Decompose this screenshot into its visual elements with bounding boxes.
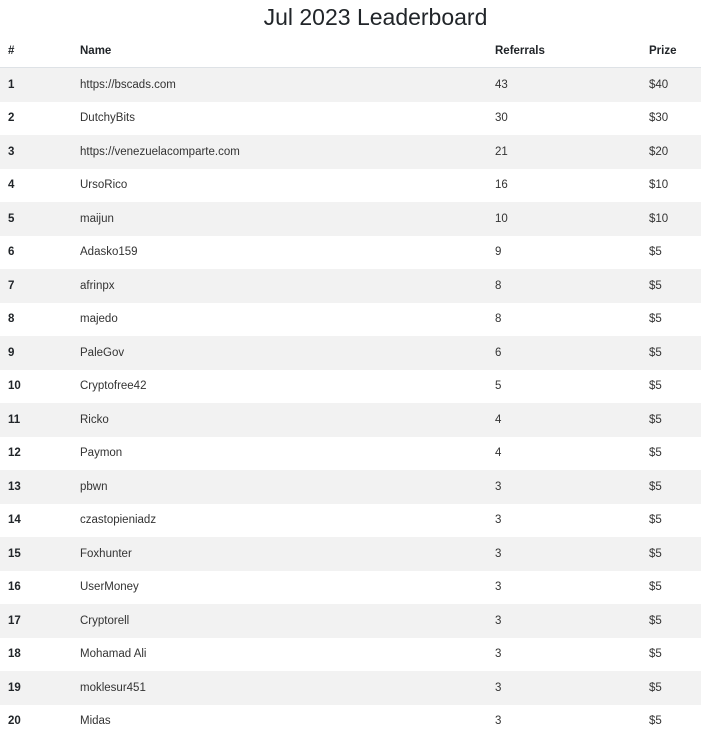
table-header (0, 34, 701, 68)
prize-cell: $5 (649, 537, 701, 571)
rank-cell: 18 (8, 648, 21, 661)
referrals-cell: 3 (495, 671, 649, 705)
table-row (0, 671, 701, 705)
referrals-cell: 4 (495, 447, 502, 460)
name-cell: czastopieniadz (80, 514, 157, 527)
referrals-cell: 8 (495, 313, 502, 326)
table-row (0, 571, 701, 605)
name-cell: pbwn (72, 470, 495, 504)
table-row (0, 336, 701, 370)
rank-cell: 19 (0, 671, 72, 705)
referrals-cell: 30 (495, 112, 508, 125)
name-cell: Cryptofree42 (80, 380, 147, 393)
prize-cell: $5 (649, 380, 662, 393)
rank-cell: 5 (0, 202, 72, 236)
name-cell: Mohamad Ali (80, 648, 147, 661)
name-cell: majedo (80, 313, 118, 326)
prize-cell: $10 (649, 179, 669, 192)
table-row (0, 68, 701, 102)
prize-cell: $30 (649, 112, 669, 125)
referrals-cell: 3 (495, 648, 502, 661)
table-row (0, 370, 701, 404)
rank-cell: 12 (8, 447, 21, 460)
name-cell: Cryptorell (72, 604, 495, 638)
referrals-cell: 43 (495, 68, 649, 102)
header-row (0, 34, 701, 68)
rank-cell: 8 (8, 313, 15, 326)
prize-cell: $5 (649, 581, 662, 594)
name-cell: afrinpx (72, 269, 495, 303)
table-row (0, 638, 701, 672)
column-header-prize: Prize (649, 34, 701, 68)
referrals-cell: 6 (495, 336, 649, 370)
table-row (0, 269, 701, 303)
rank-cell: 4 (8, 179, 15, 192)
name-cell: Adasko159 (80, 246, 138, 259)
name-cell: https://venezuelacomparte.com (72, 135, 495, 169)
name-cell: UrsoRico (80, 179, 128, 192)
referrals-cell: 5 (495, 380, 502, 393)
table-row (0, 470, 701, 504)
rank-cell: 3 (0, 135, 72, 169)
name-cell: https://bscads.com (72, 68, 495, 102)
name-cell: Paymon (80, 447, 123, 460)
table-row (0, 403, 701, 437)
rank-cell: 6 (8, 246, 15, 259)
table-row (0, 437, 701, 471)
name-cell: UserMoney (80, 581, 139, 594)
referrals-cell: 3 (495, 604, 649, 638)
prize-cell: $5 (649, 246, 662, 259)
rank-cell: 20 (8, 715, 21, 728)
prize-cell: $10 (649, 202, 701, 236)
prize-cell: $5 (649, 403, 701, 437)
rank-cell: 9 (0, 336, 72, 370)
table-row (0, 236, 701, 270)
column-header-name: Name (72, 34, 495, 68)
rank-cell: 1 (0, 68, 72, 102)
rank-cell: 10 (8, 380, 21, 393)
referrals-cell: 16 (495, 179, 508, 192)
referrals-cell: 3 (495, 514, 502, 527)
rank-cell: 11 (0, 403, 72, 437)
prize-cell: $5 (649, 336, 701, 370)
rank-cell: 16 (8, 581, 21, 594)
prize-cell: $5 (649, 671, 701, 705)
name-cell: Ricko (72, 403, 495, 437)
prize-cell: $5 (649, 514, 662, 527)
referrals-cell: 21 (495, 135, 649, 169)
leaderboard-table (0, 34, 701, 738)
prize-cell: $5 (649, 648, 662, 661)
rank-cell: 17 (0, 604, 72, 638)
name-cell: PaleGov (72, 336, 495, 370)
table-row (0, 604, 701, 638)
table-row (0, 537, 701, 571)
table-row (0, 102, 701, 136)
name-cell: DutchyBits (80, 112, 135, 125)
prize-cell: $5 (649, 470, 701, 504)
referrals-cell: 3 (495, 581, 502, 594)
name-cell: Foxhunter (72, 537, 495, 571)
rank-cell: 15 (0, 537, 72, 571)
name-cell: moklesur451 (72, 671, 495, 705)
page-title: Jul 2023 Leaderboard (263, 4, 488, 30)
name-cell: Midas (80, 715, 111, 728)
prize-cell: $5 (649, 604, 701, 638)
rank-cell: 7 (0, 269, 72, 303)
referrals-cell: 3 (495, 715, 502, 728)
prize-cell: $40 (649, 68, 701, 102)
prize-cell: $5 (649, 447, 662, 460)
table-row (0, 169, 701, 203)
table-row (0, 303, 701, 337)
referrals-cell: 8 (495, 269, 649, 303)
table-row (0, 705, 701, 738)
table-row (0, 202, 701, 236)
table-body (0, 68, 701, 738)
referrals-cell: 3 (495, 470, 649, 504)
table-row (0, 504, 701, 538)
rank-cell: 13 (0, 470, 72, 504)
referrals-cell: 10 (495, 202, 649, 236)
referrals-cell: 4 (495, 403, 649, 437)
prize-cell: $20 (649, 135, 701, 169)
prize-cell: $5 (649, 715, 662, 728)
prize-cell: $5 (649, 269, 701, 303)
rank-cell: 2 (8, 112, 15, 125)
column-header-rank: # (0, 34, 72, 68)
referrals-cell: 3 (495, 537, 649, 571)
column-header-referrals: Referrals (495, 34, 649, 68)
prize-cell: $5 (649, 313, 662, 326)
table-row (0, 135, 701, 169)
referrals-cell: 9 (495, 246, 502, 259)
rank-cell: 14 (8, 514, 21, 527)
name-cell: maijun (72, 202, 495, 236)
